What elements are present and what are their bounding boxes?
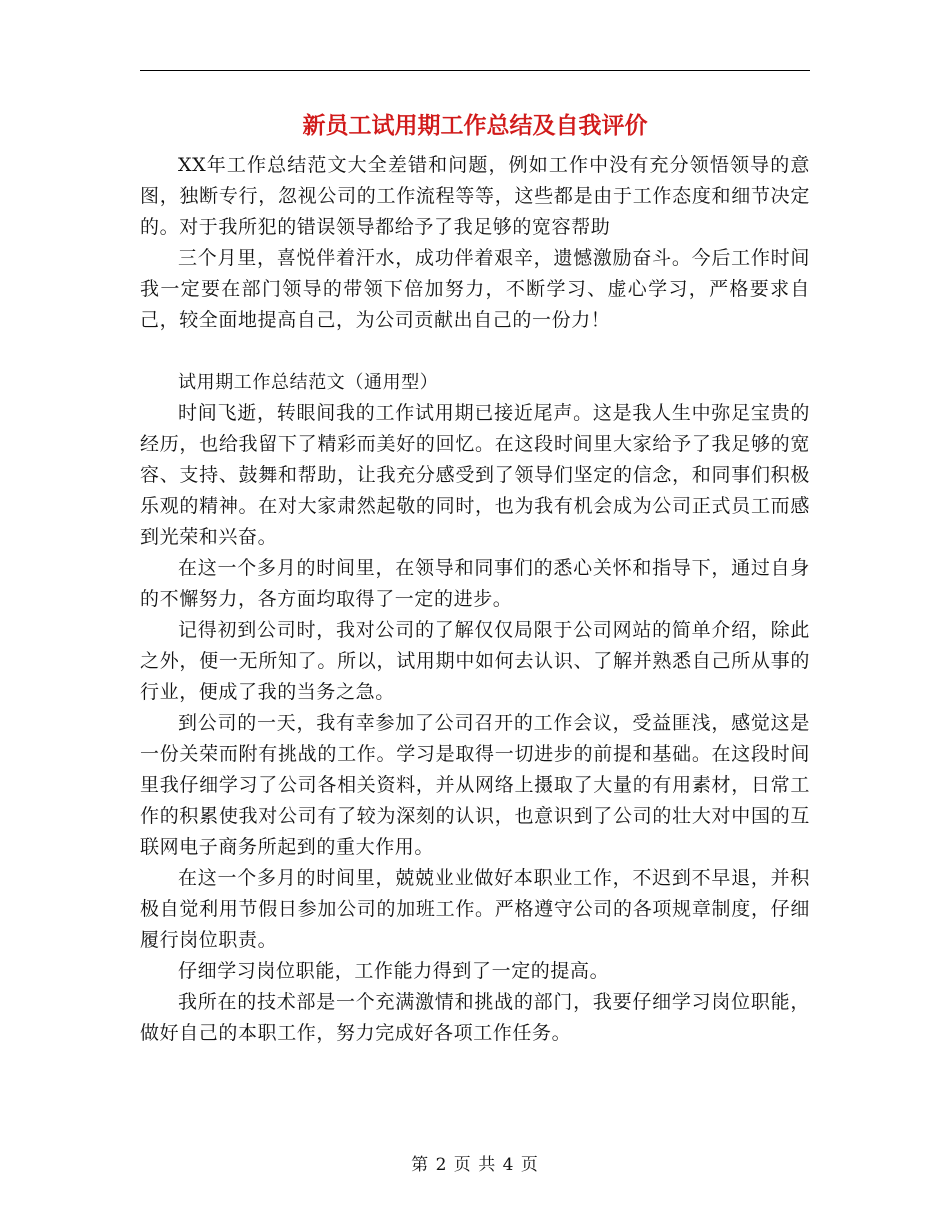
blank-line	[140, 336, 810, 367]
paragraph: 仔细学习岗位职能，工作能力得到了一定的提高。	[178, 960, 610, 982]
page-footer	[0, 1153, 950, 1177]
header-rule	[140, 70, 810, 71]
document-title: 新员工试用期工作总结及自我评价	[302, 112, 648, 139]
page-number-label: 第 2 页 共 4 页	[411, 1155, 539, 1175]
document-body	[140, 150, 810, 1049]
paragraph: 时间飞逝，转眼间我的工作试用期已接近尾声。这是我人生中弥足宝贵的经历，也给我留下了精彩而美好的回忆。在这段时间里大家给予了我足够的宽容、支持、鼓舞和帮助，让我充分感受到了领导们坚定的信念，和同事们积极乐观的精神。在对大家肃然起敬的同时，也为我有机会成为公司正式员工而感到光荣和兴奋。	[140, 402, 810, 548]
paragraph: 在这一个多月的时间里，在领导和同事们的悉心关怀和指导下，通过自身的不懈努力，各方面均取得了一定的进步。	[140, 557, 810, 610]
paragraph: 到公司的一天，我有幸参加了公司召开的工作会议，受益匪浅，感觉这是一份关荣而附有挑战的工作。学习是取得一切进步的前提和基础。在这段时间里我仔细学习了公司各相关资料，并从网络上摄取了大量的有用素材，日常工作的积累使我对公司有了较为深刻的认识，也意识到了公司的壮大对中国的互联网电子商务所起到的重大作用。	[140, 712, 810, 858]
paragraph: XX年工作总结范文大全差错和问题，例如工作中没有充分领悟领导的意图，独断专行，忽视公司的工作流程等等，这些都是由于工作态度和细节决定的。对于我所犯的错误领导都给予了我足够的宽容帮助	[140, 154, 810, 238]
paragraph: 三个月里，喜悦伴着汗水，成功伴着艰辛，遗憾激励奋斗。今后工作时间我一定要在部门领导的带领下倍加努力，不断学习、虚心学习，严格要求自己，较全面地提高自己，为公司贡献出自己的一份力！	[140, 247, 810, 331]
section-subheading: 试用期工作总结范文（通用型）	[178, 372, 439, 393]
paragraph: 我所在的技术部是一个充满激情和挑战的部门，我要仔细学习岗位职能，做好自己的本职工作，努力完成好各项工作任务。	[140, 991, 810, 1044]
paragraph: 在这一个多月的时间里，兢兢业业做好本职业工作，不迟到不早退，并积极自觉利用节假日参加公司的加班工作。严格遵守公司的各项规章制度，仔细履行岗位职责。	[140, 867, 810, 951]
paragraph: 记得初到公司时，我对公司的了解仅仅局限于公司网站的简单介绍，除此之外，便一无所知了。所以，试用期中如何去认识、了解并熟悉自己所从事的行业，便成了我的当务之急。	[140, 619, 810, 703]
